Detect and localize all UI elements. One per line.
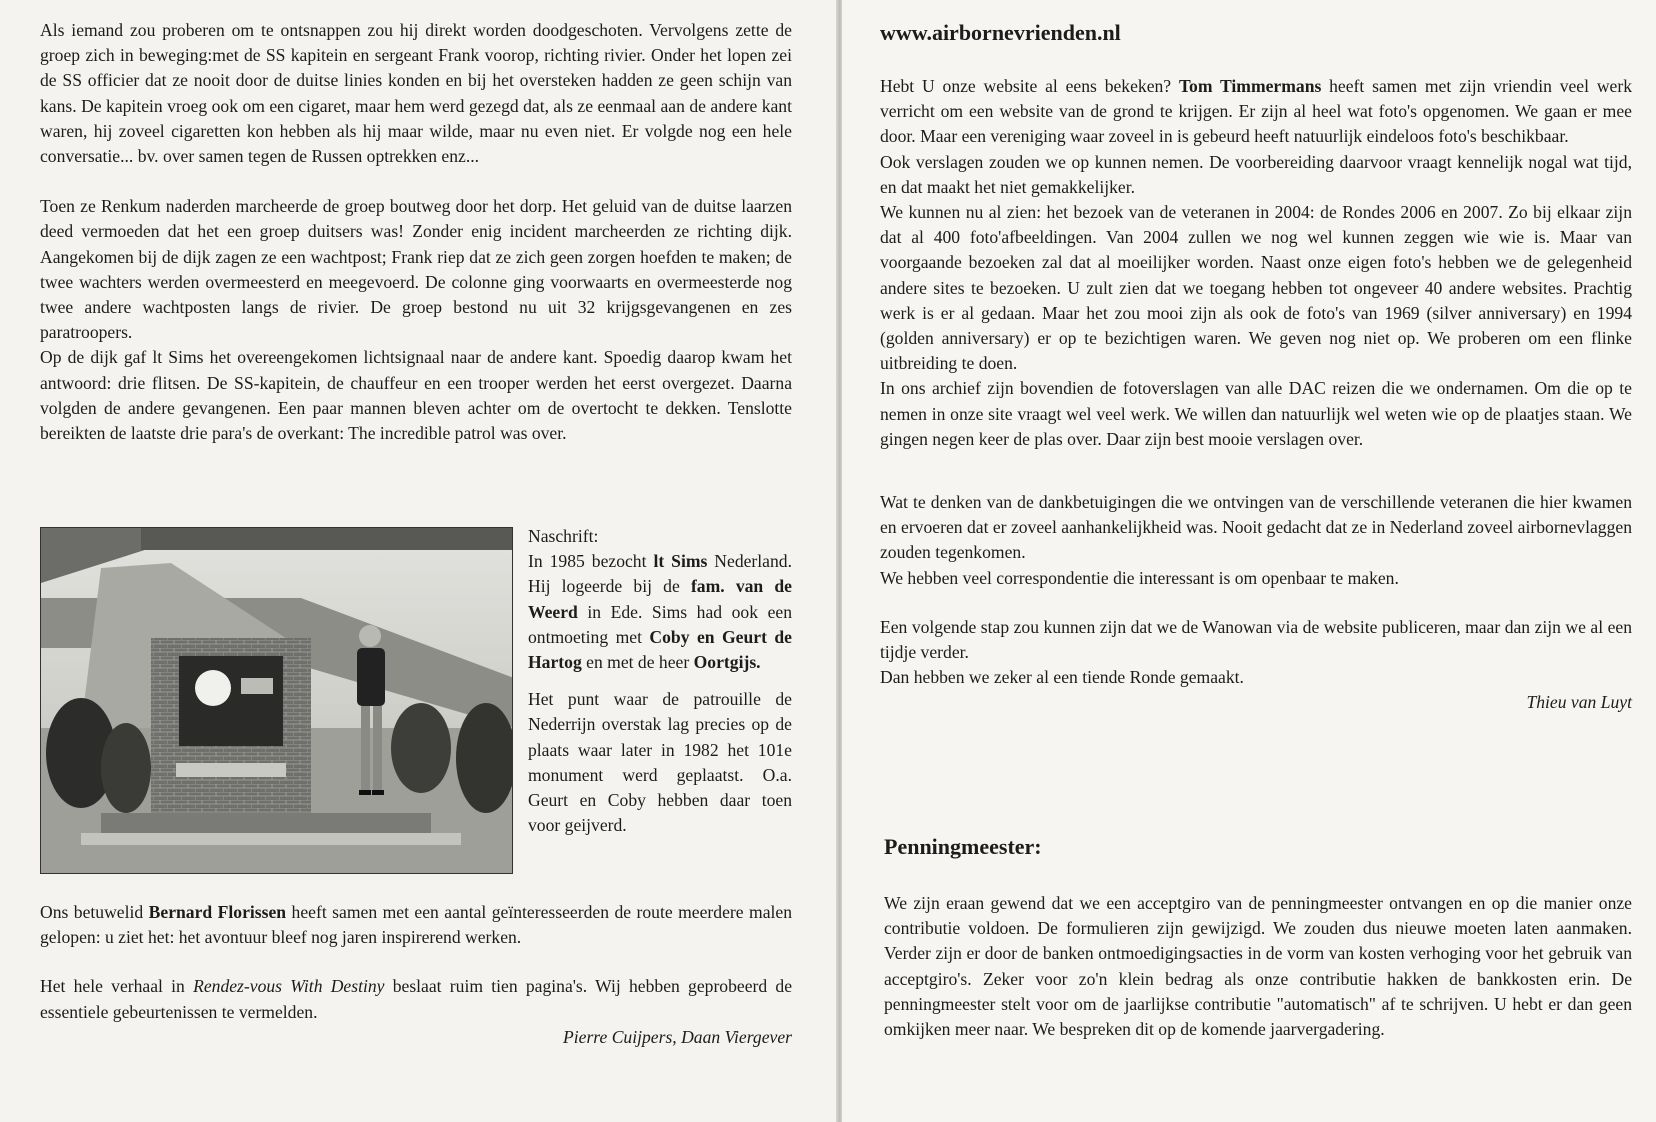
website-paragraph-5: Wat te denken van de dankbetuigingen die we ontvingen van de verschillende veteranen die hier kwamen en ervoeren dat er zoveel aanhankelijkheid was. Nooit gedacht dat ze in Nederland zoveel airbornevlaggen zouden tegenkomen. bbox=[880, 492, 1632, 563]
treasurer-paragraph: We zijn eraan gewend dat we een acceptgiro van de penningmeester ontvangen en op die manier onze contributie voldoen. De formulieren zijn gewijzigd. We zouden dus nieuwe moeten laten aanmaken. Verder zijn er door de banken ontmoedigingsacties in de vorm van kosten verhoging voor het gebruik van acceptgiro's. Zeker voor zo'n klein bedrag als onze contributie hakken de bankkosten erin. De penningmeester stelt voor om de jaarlijkse contributie "automatisch" af te schrijven. U hebt er dan geen omkijken meer naar. We bespreken dit op de komende jaarvergadering. bbox=[884, 893, 1632, 1040]
website-article bbox=[880, 74, 1632, 716]
website-paragraph-6: We hebben veel correspondentie die interessant is om openbaar te maken. bbox=[880, 567, 1399, 588]
treasurer-text bbox=[884, 891, 1632, 1042]
website-paragraph-1: Hebt U onze website al eens bekeken? Tom Timmermans heeft samen met zijn vriendin veel werk verricht om een website van de grond te krijgen. Er zijn al heel wat foto's opgenomen. We gaan er mee door. Maar een vereniging waar zoveel in is gebeurd heeft natuurlijk eindeloos foto's beschikbaar. bbox=[880, 76, 1632, 147]
website-paragraph-7: Een volgende stap zou kunnen zijn dat we de Wanowan via de website publiceren, maar dan zijn we al een tijdje verder. bbox=[880, 616, 1632, 663]
story-paragraph-1: Als iemand zou proberen om te ontsnappen zou hij direkt worden doodgeschoten. Vervolgens zette de groep zich in beweging:met de SS kapitein en sergeant Frank voorop, richting rivier. Onder het lopen zei de SS officier dat ze nooit door de duitse linies konden en bij het oversteken hadden ze geen schijn van kans. De kapitein vroeg ook om een cigaret, maar hem werd gezegd dat, als ze eenmaal aan de andere kant waren, hij zoveel cigaretten kon hebben als hij maar wilde, maar nu even niet. Er volgde nog een hele conversatie... bv. over samen tegen de Russen optrekken enz... bbox=[40, 20, 792, 167]
website-paragraph-8: Dan hebben we zeker al een tiende Ronde gemaakt. bbox=[880, 667, 1244, 688]
monument-photo-drawing bbox=[41, 528, 513, 874]
left-main-text bbox=[40, 18, 792, 446]
story-paragraph-2: Toen ze Renkum naderden marcheerde de groep boutweg door het dorp. Het geluid van de duitse laarzen deed vermoeden dat het een groep duitsers was! Zonder enig incident marcheerden ze richting dijk. Aangekomen bij de dijk zagen ze een wachtpost; Frank riep dat ze zich geen zorgen hoefden te maken; de twee wachters werden overmeesterd en meegevoerd. De colonne ging voorwaarts en overmeesterde nog twee andere wachtposten langs de rivier. De groep bestond nu uit 32 krijgsgevangenen en zes paratroopers. bbox=[40, 196, 792, 343]
right-signature: Thieu van Luyt bbox=[1526, 692, 1632, 713]
website-paragraph-4: In ons archief zijn bovendien de fotoverslagen van alle DAC reizen die we ondernamen. Om die op te nemen in onze site vraagt wel veel werk. We willen dan natuurlijk wel weten wie op de plaatjes staan. We gingen negen keer de plas over. Daar zijn best mooie verslagen over. bbox=[880, 378, 1632, 449]
postscript-heading: Naschrift: bbox=[528, 526, 599, 546]
story-paragraph-3: Op de dijk gaf lt Sims het overeengekomen lichtsignaal naar de andere kant. Spoedig daarop kwam het antwoord: drie flitsen. De SS-kapitein, de chauffeur en een trooper werden het eerst overgezet. Daarna volgden de andere gevangenen. Een paar mannen bleven achter om de overtocht te dekken. Tenslotte bereikten de laatste drie para's de overkant: The incredible patrol was over. bbox=[40, 347, 792, 444]
left-bottom-text bbox=[40, 900, 792, 1050]
postscript-text bbox=[528, 524, 792, 838]
website-paragraph-3: We kunnen nu al zien: het bezoek van de veteranen in 2004: de Rondes 2006 en 2007. Zo bij elkaar zijn dat al 400 foto'afbeeldingen. Van 2004 zullen we nog wel kunnen zeggen wie wie is. Maar van voorgaande bezoeken zal dat al moeilijker worden. Naast onze eigen foto's hebben we de gelegenheid andere sites te bezoeken. U zult zien dat we toegang hebben tot ongeveer 40 andere websites. Prachtig werk is er al gedaan. Maar het zou mooi zijn als ook de foto's van 1969 (silver anniversary) en 1994 (golden anniversary) er op te bezichtigen waren. We geven nog niet op. We proberen om een flinke uitbreiding te doen. bbox=[880, 202, 1632, 374]
closing-paragraph: Het hele verhaal in Rendez-vous With Destiny beslaat ruim tien pagina's. Wij hebben geprobeerd de essentiele gebeurtenissen te vermelden. bbox=[40, 976, 793, 1022]
postscript-paragraph-1: In 1985 bezocht lt Sims Nederland. Hij logeerde bij de fam. van de Weerd in Ede. Sims had ook een ontmoeting met Coby en Geurt de Hartog en met de heer Oortgijs. bbox=[528, 551, 792, 673]
postscript-paragraph-2: Het punt waar de patrouille de Nederrijn overstak lag precies op de plaats waar later in 1982 het 101e monument werd geplaatst. O.a. Geurt en Coby hebben daar toen voor geijverd. bbox=[528, 689, 792, 836]
treasurer-heading: Penningmeester: bbox=[884, 834, 1042, 859]
route-paragraph: Ons betuwelid Bernard Florissen heeft samen met een aantal geïnteresseerden de route meerdere malen gelopen: u ziet het: het avontuur bleef nog jaren inspirerend werken. bbox=[40, 902, 793, 948]
monument-photo bbox=[40, 527, 513, 874]
left-signature: Pierre Cuijpers, Daan Viergever bbox=[563, 1026, 792, 1047]
website-heading: www.airbornevrienden.nl bbox=[880, 20, 1121, 45]
website-paragraph-2: Ook verslagen zouden we op kunnen nemen. De voorbereiding daarvoor vraagt kennelijk nogal wat tijd, en dat maakt het niet gemakkelijker. bbox=[880, 151, 1632, 197]
